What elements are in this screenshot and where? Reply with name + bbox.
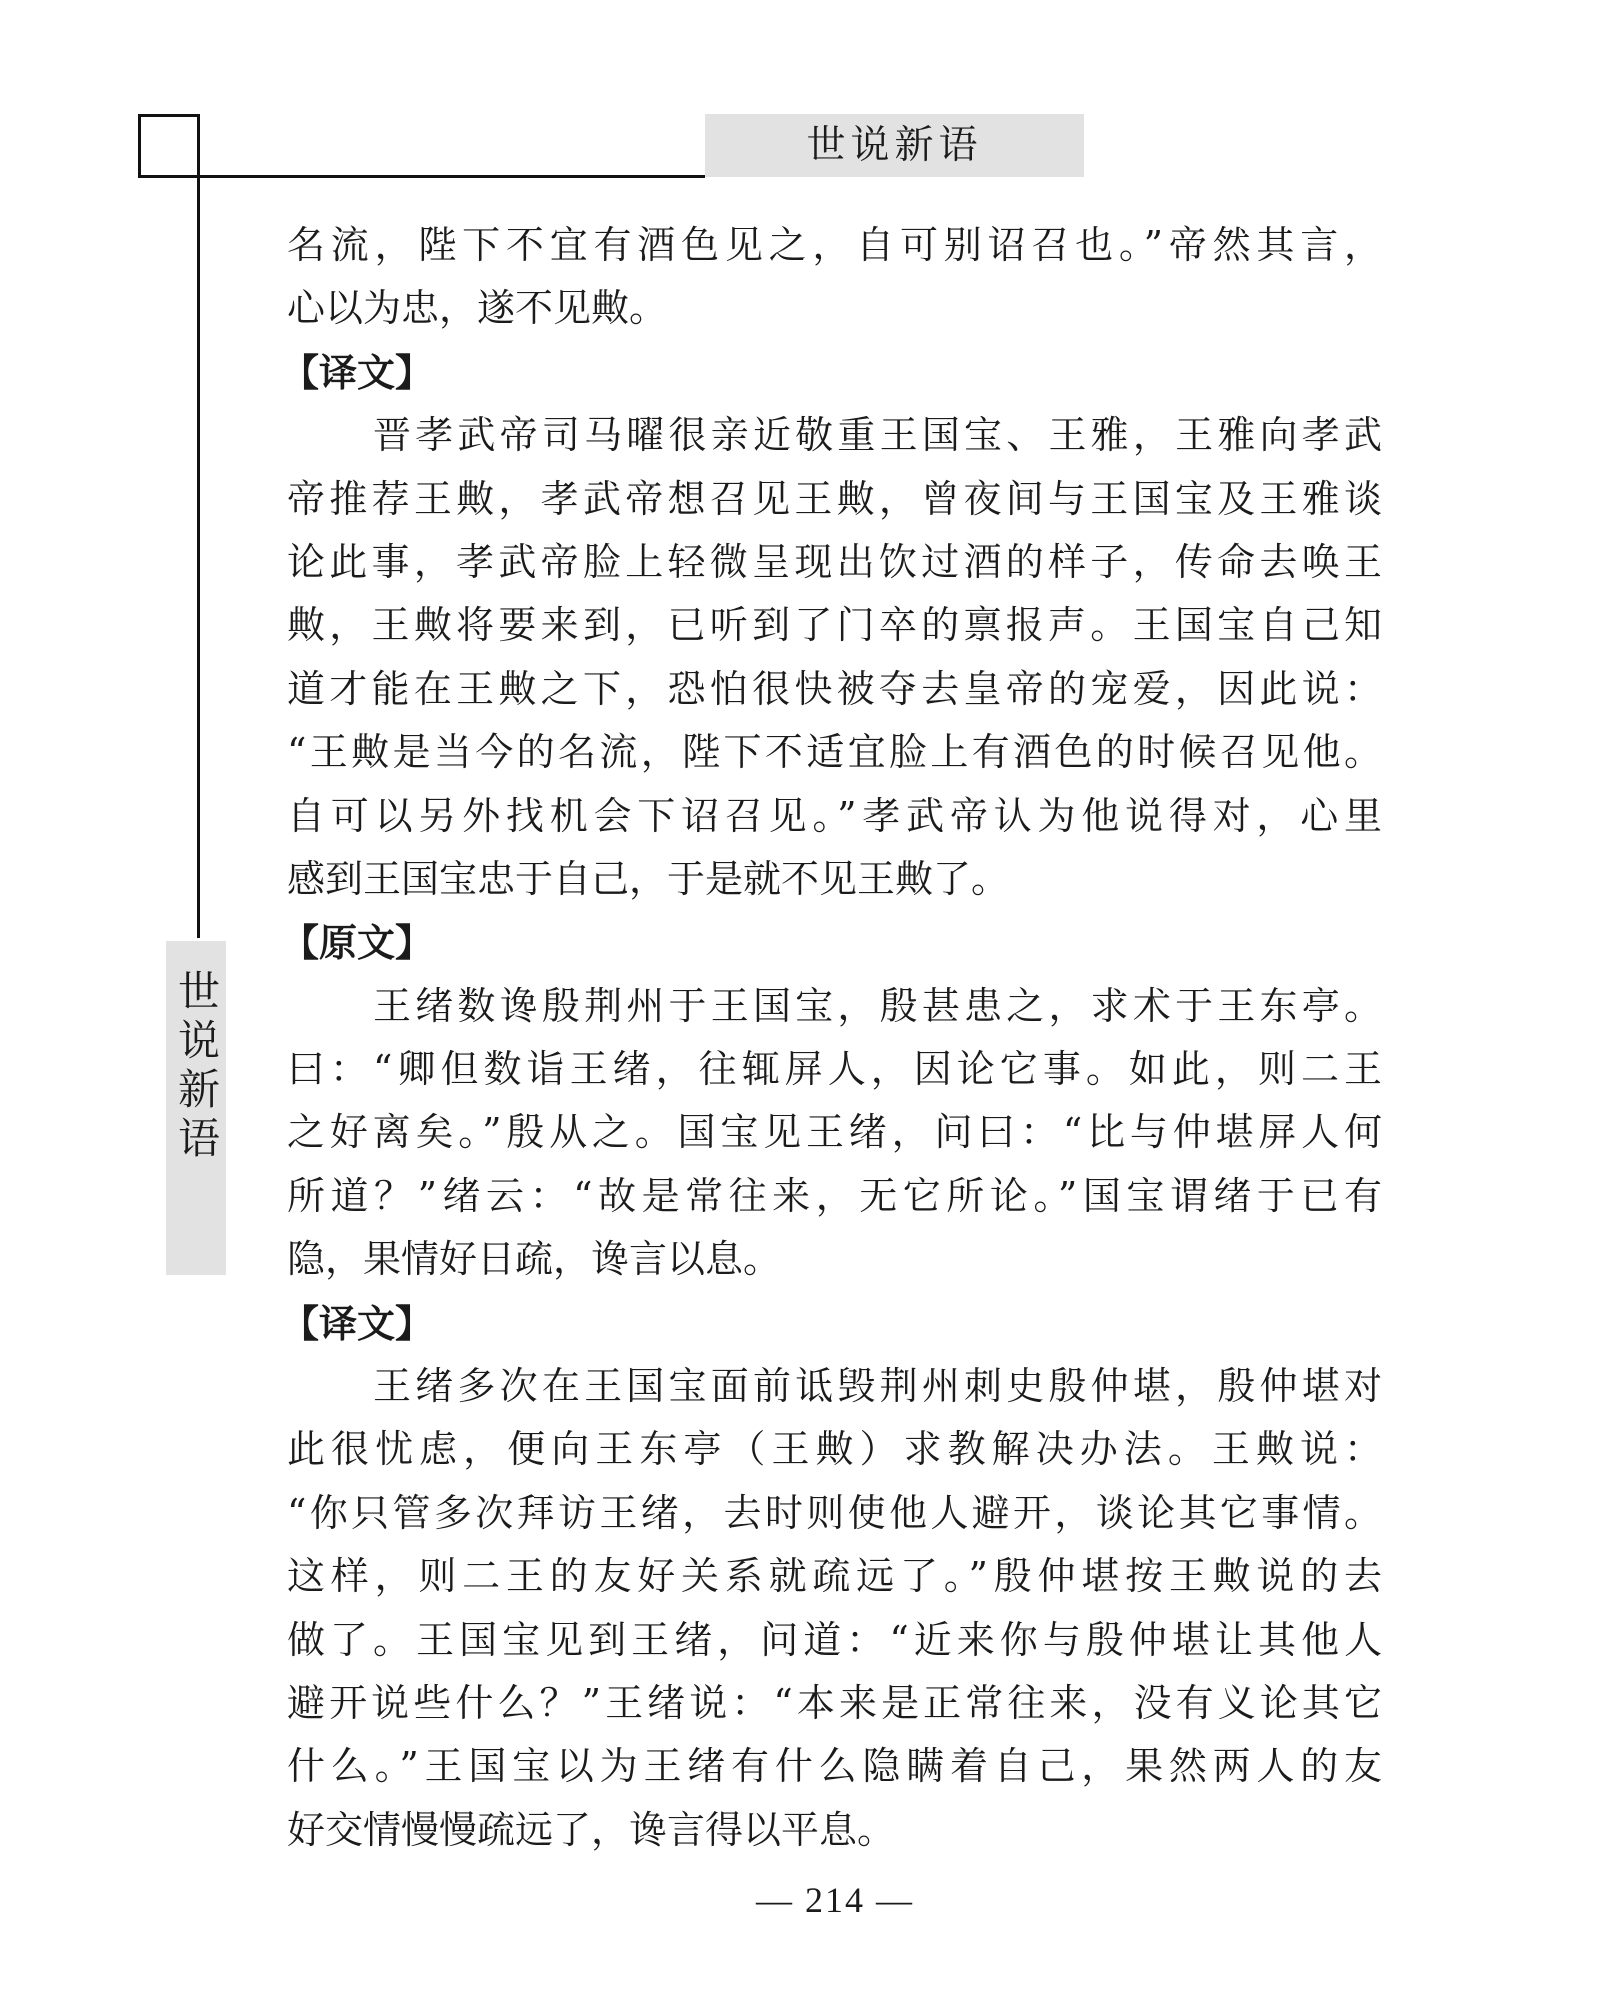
text-line: 这样，则二王的友好关系就疏远了。”殷仲堪按王敟说的去 [287, 1554, 1382, 1599]
text-line: 敟，王敟将要来到，已听到了门卒的禀报声。王国宝自己知 [287, 603, 1382, 648]
text-line: “你只管多次拜访王绪，去时则使他人避开，谈论其它事情。 [287, 1490, 1382, 1535]
text-line: 帝推荐王敟，孝武帝想召见王敟，曾夜间与王国宝及王雅谈 [287, 476, 1382, 521]
text-line: 自可以另外找机会下诏召见。”孝武帝认为他说得对，心里 [287, 793, 1382, 838]
text-line: 道才能在王敟之下，恐怕很快被夺去皇帝的宠爱，因此说： [287, 666, 1382, 711]
section-heading: 【原文】 [281, 920, 434, 966]
side-thumb-tab [166, 941, 226, 1275]
page-body [281, 214, 1382, 1862]
text-line: 王绪数谗殷荆州于王国宝，殷甚患之，求术于王东亭。 [373, 983, 1382, 1028]
text-line: 之好离矣。”殷从之。国宝见王绪，问曰：“比与仲堪屏人何 [287, 1110, 1382, 1155]
text-line: 名流，陛下不宜有酒色见之，自可别诏召也。”帝然其言， [287, 223, 1382, 267]
page-number: — 214 — [756, 1880, 914, 1920]
margin-rule [197, 114, 200, 938]
text-line: 论此事，孝武帝脸上轻微呈现出饮过酒的样子，传命去唤王 [287, 539, 1382, 584]
text-line: 晋孝武帝司马曜很亲近敬重王国宝、王雅，王雅向孝武 [373, 413, 1382, 458]
text-line: 隐，果情好日疏，谗言以息。 [287, 1237, 782, 1282]
text-line: 好交情慢慢疏远了，谗言得以平息。 [287, 1807, 896, 1852]
header-rule [138, 175, 705, 178]
text-line: 所道？”绪云：“故是常往来，无它所论。”国宝谓绪于已有 [287, 1173, 1382, 1218]
text-line: 曰：“卿但数诣王绪，往辄屏人，因论它事。如此，则二王 [287, 1047, 1382, 1092]
text-line: 此很忧虑，便向王东亭（王敟）求教解决办法。王敟说： [287, 1427, 1382, 1472]
text-line: 避开说些什么？”王绪说：“本来是正常往来，没有义论其它 [287, 1680, 1382, 1725]
text-line: 王绪多次在王国宝面前诋毁荆州刺史殷仲堪，殷仲堪对 [373, 1364, 1382, 1409]
section-heading: 【译文】 [281, 349, 434, 395]
running-head-title: 世说新语 [806, 123, 983, 168]
side-tab-title: 世说新语 [172, 969, 221, 1165]
text-line: 什么。”王国宝以为王绪有什么隐瞒着自己，果然两人的友 [287, 1744, 1382, 1789]
text-line: 做了。王国宝见到王绪，问道：“近来你与殷仲堪让其他人 [287, 1617, 1382, 1662]
corner-frame-box [138, 114, 200, 178]
text-line: “王敟是当今的名流，陛下不适宜脸上有酒色的时候召见他。 [287, 730, 1382, 775]
running-head [705, 114, 1084, 177]
text-line: 感到王国宝忠于自己，于是就不见王敟了。 [287, 856, 1010, 901]
section-heading: 【译文】 [281, 1300, 434, 1346]
text-line: 心以为忠，遂不见敟。 [287, 286, 668, 331]
